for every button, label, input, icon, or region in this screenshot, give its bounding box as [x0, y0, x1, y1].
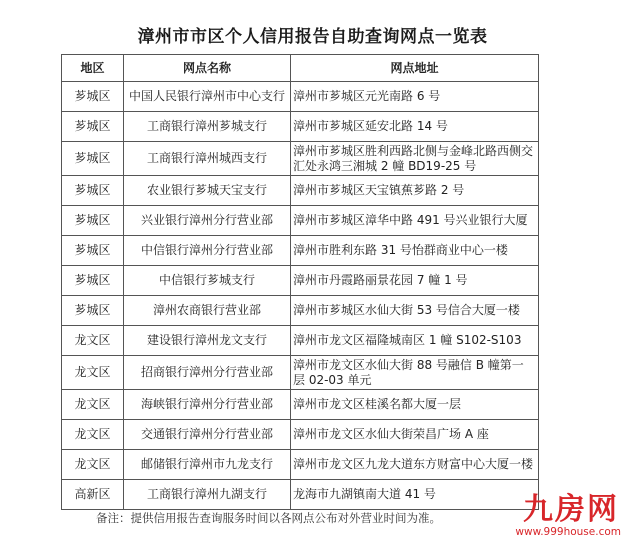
- cell-address: 漳州市龙文区水仙大街荣昌广场 A 座: [291, 420, 539, 450]
- cell-area: 芗城区: [62, 266, 124, 296]
- table-row: [62, 112, 539, 142]
- cell-name: 工商银行漳州芗城支行: [124, 112, 291, 142]
- cell-name: 兴业银行漳州分行营业部: [124, 206, 291, 236]
- table-row: [62, 142, 539, 176]
- cell-address: 漳州市芗城区胜利西路北侧与金峰北路西侧交汇处永鸿三湘城 2 幢 BD19-25 号: [291, 142, 539, 176]
- cell-name: 海峡银行漳州分行营业部: [124, 390, 291, 420]
- logo-url: www.999house.com: [515, 526, 621, 538]
- table-header-row: [62, 55, 539, 82]
- table-row: [62, 480, 539, 510]
- cell-address: 漳州市丹霞路丽景花园 7 幢 1 号: [291, 266, 539, 296]
- cell-area: 芗城区: [62, 296, 124, 326]
- table-row: [62, 296, 539, 326]
- header-address: 网点地址: [291, 55, 539, 82]
- page-title: 漳州市市区个人信用报告自助查询网点一览表: [137, 27, 488, 47]
- cell-name: 漳州农商银行营业部: [124, 296, 291, 326]
- cell-area: 龙文区: [62, 420, 124, 450]
- cell-area: 龙文区: [62, 326, 124, 356]
- cell-address: 漳州市龙文区水仙大街 88 号融信 B 幢第一层 02-03 单元: [291, 356, 539, 390]
- table-row: [62, 82, 539, 112]
- cell-address: 漳州市龙文区九龙大道东方财富中心大厦一楼: [291, 450, 539, 480]
- cell-name: 建设银行漳州龙文支行: [124, 326, 291, 356]
- header-name: 网点名称: [124, 55, 291, 82]
- cell-area: 龙文区: [62, 450, 124, 480]
- cell-address: 漳州市龙文区福隆城南区 1 幢 S102-S103: [291, 326, 539, 356]
- table-row: [62, 356, 539, 390]
- cell-name: 邮储银行漳州市九龙支行: [124, 450, 291, 480]
- cell-address: 漳州市芗城区元光南路 6 号: [291, 82, 539, 112]
- cell-name: 中信银行芗城支行: [124, 266, 291, 296]
- logo-mark: 九房网: [523, 492, 619, 527]
- cell-address: 漳州市龙文区桂溪名都大厦一层: [291, 390, 539, 420]
- header-area: 地区: [62, 55, 124, 82]
- table-row: [62, 236, 539, 266]
- cell-name: 交通银行漳州分行营业部: [124, 420, 291, 450]
- branch-table: [61, 54, 539, 510]
- table-row: [62, 176, 539, 206]
- table-row: [62, 266, 539, 296]
- cell-area: 高新区: [62, 480, 124, 510]
- cell-address: 龙海市九湖镇南大道 41 号: [291, 480, 539, 510]
- table-row: [62, 206, 539, 236]
- cell-area: 芗城区: [62, 142, 124, 176]
- cell-area: 芗城区: [62, 112, 124, 142]
- cell-area: 芗城区: [62, 236, 124, 266]
- cell-area: 龙文区: [62, 390, 124, 420]
- table-row: [62, 390, 539, 420]
- cell-name: 农业银行芗城天宝支行: [124, 176, 291, 206]
- table-row: [62, 326, 539, 356]
- cell-area: 芗城区: [62, 176, 124, 206]
- cell-address: 漳州市芗城区天宝镇蕉芗路 2 号: [291, 176, 539, 206]
- cell-address: 漳州市胜利东路 31 号怡群商业中心一楼: [291, 236, 539, 266]
- cell-name: 工商银行漳州九湖支行: [124, 480, 291, 510]
- cell-name: 招商银行漳州分行营业部: [124, 356, 291, 390]
- cell-address: 漳州市芗城区水仙大街 53 号信合大厦一楼: [291, 296, 539, 326]
- cell-area: 芗城区: [62, 82, 124, 112]
- cell-area: 龙文区: [62, 356, 124, 390]
- cell-address: 漳州市芗城区延安北路 14 号: [291, 112, 539, 142]
- cell-name: 中信银行漳州分行营业部: [124, 236, 291, 266]
- footnote: 备注：提供信用报告查询服务时间以各网点公布对外营业时间为准。: [96, 511, 441, 525]
- cell-address: 漳州市芗城区漳华中路 491 号兴业银行大厦: [291, 206, 539, 236]
- table-row: [62, 420, 539, 450]
- table-row: [62, 450, 539, 480]
- cell-area: 芗城区: [62, 206, 124, 236]
- watermark-logo: [480, 494, 625, 542]
- cell-name: 工商银行漳州城西支行: [124, 142, 291, 176]
- cell-name: 中国人民银行漳州市中心支行: [124, 82, 291, 112]
